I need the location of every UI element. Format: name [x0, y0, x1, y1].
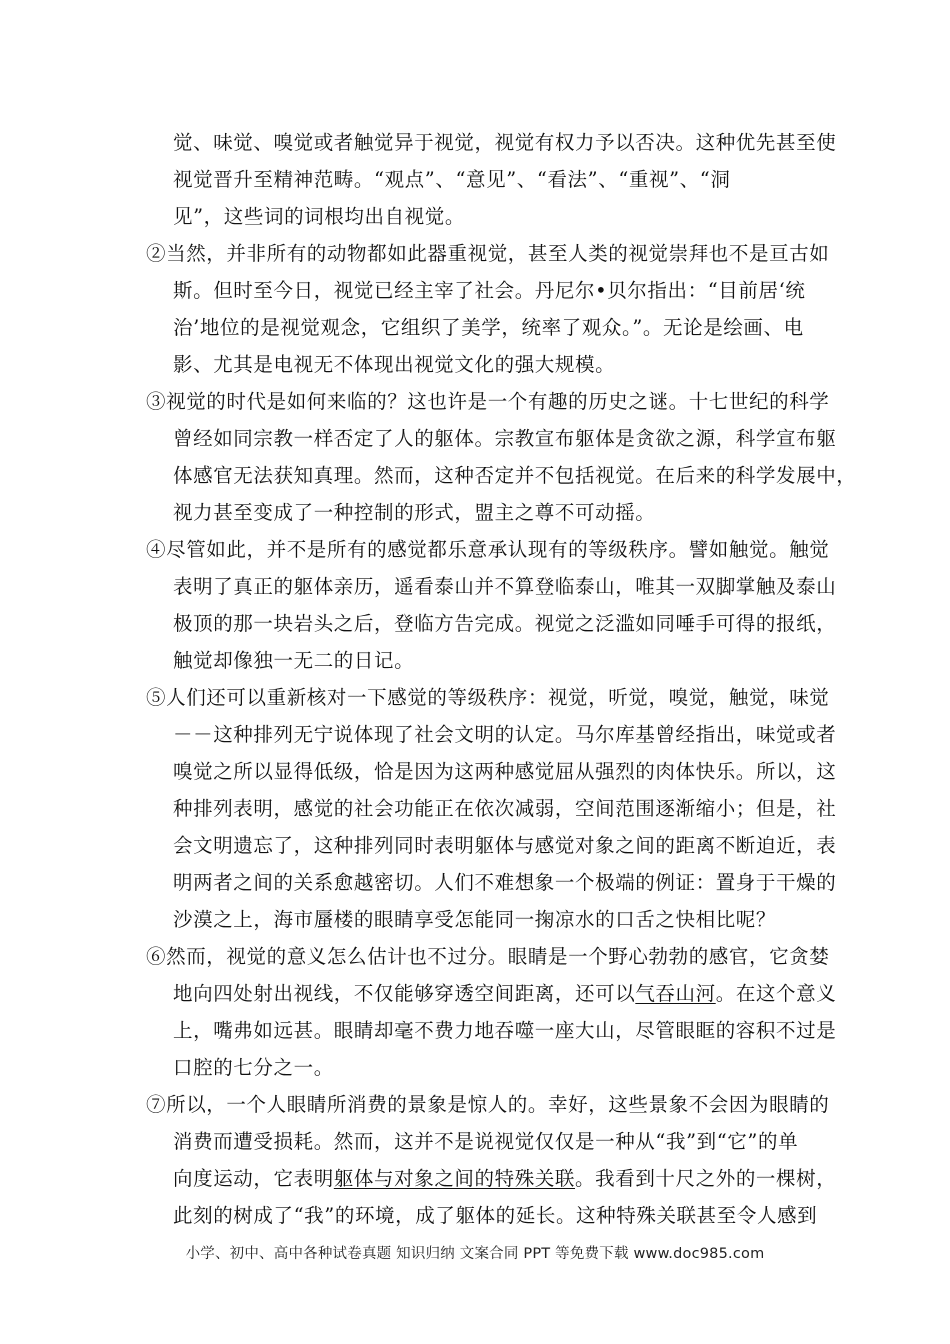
page-footer: 小学、初中、高中各种试卷真题 知识归纳 文案合同 PPT 等免费下载 www.doc985.com	[185, 1246, 765, 1262]
text-line: 体感官无法获知真理。然而，这种否定并不包括视觉。在后来的科学发展中，	[173, 464, 857, 487]
text-line: －－这种排列无宁说体现了社会文明的认定。马尔库基曾经指出，味觉或者	[173, 723, 837, 746]
text-line: 见”，这些词的词根均出自视觉。	[173, 205, 465, 228]
text-line: 种排列表明，感觉的社会功能正在依次减弱，空间范围逐渐缩小；但是，社	[173, 797, 837, 820]
text-line: 视力甚至变成了一种控制的形式，盟主之尊不可动摇。	[173, 501, 656, 524]
text-line	[146, 1160, 837, 1197]
text-line	[146, 975, 837, 1012]
paragraph-5	[146, 679, 837, 938]
text-segment: 向度运动，它表明	[173, 1167, 334, 1190]
text-line: ⑦所以，一个人眼睛所消费的景象是惊人的。幸好，这些景象不会因为眼睛的	[146, 1093, 830, 1116]
text-line: ③视觉的时代是如何来临的？这也许是一个有趣的历史之谜。十七世纪的科学	[146, 390, 830, 413]
text-line: 此刻的树成了“我”的环境，成了躯体的延长。这种特殊关联甚至令人感到	[173, 1204, 818, 1227]
paragraph-3	[146, 383, 857, 531]
text-line: 极顶的那一块岩头之后，登临方告完成。视觉之泛滥如同唾手可得的报纸，	[173, 612, 837, 635]
paragraph-2	[146, 235, 830, 383]
text-line: ②当然，并非所有的动物都如此器重视觉，甚至人类的视觉崇拜也不是亘古如	[146, 242, 830, 265]
paragraph-7	[146, 1086, 837, 1234]
paragraph-6	[146, 938, 837, 1086]
underlined-phrase: 气吞山河	[635, 982, 716, 1005]
text-line: 会文明遗忘了，这种排列同时表明躯体与感觉对象之间的距离不断迫近，表	[173, 834, 837, 857]
text-line: 表明了真正的躯体亲历，遥看泰山并不算登临泰山，唯其一双脚掌触及泰山	[173, 575, 837, 598]
text-line: 明两者之间的关系愈越密切。人们不难想象一个极端的例证：置身于干燥的	[173, 871, 837, 894]
text-line: 沙漠之上，海市蜃楼的眼睛享受怎能同一掬凉水的口舌之快相比呢？	[173, 908, 777, 931]
text-segment: 。在这个意义	[715, 982, 837, 1005]
text-line: 消费而遭受损耗。然而，这并不是说视觉仅仅是一种从“我”到“它”的单	[173, 1130, 799, 1153]
text-line: 嗅觉之所以显得低级，恰是因为这两种感觉屈从强烈的肉体快乐。所以，这	[173, 760, 837, 783]
text-line: 口腔的七分之一。	[173, 1056, 334, 1079]
text-segment: 地向四处射出视线，不仅能够穿透空间距离，还可以	[173, 982, 636, 1005]
text-segment: 。我看到十尺之外的一棵树，	[575, 1167, 837, 1190]
underlined-phrase: 躯体与对象之间的特殊关联	[333, 1167, 576, 1190]
text-line: 视觉晋升至精神范畴。“观点”、“意见”、“看法”、“重视”、“洞	[173, 168, 731, 191]
article-body	[146, 124, 857, 1234]
text-line: 触觉却像独一无二的日记。	[173, 649, 415, 672]
text-line: 斯。但时至今日，视觉已经主宰了社会。丹尼尔•贝尔指出：“目前居‘统	[173, 279, 806, 302]
text-line: 觉、味觉、嗅觉或者触觉异于视觉，视觉有权力予以否决。这种优先甚至使	[173, 131, 837, 154]
text-line: ⑥然而，视觉的意义怎么估计也不过分。眼睛是一个野心勃勃的感官，它贪婪	[146, 945, 830, 968]
text-line: ④尽管如此，并不是所有的感觉都乐意承认现有的等级秩序。譬如触觉。触觉	[146, 538, 830, 561]
text-line: 上，嘴弗如远甚。眼睛却毫不费力地吞噬一座大山，尽管眼眶的容积不过是	[173, 1019, 837, 1042]
text-line: ⑤人们还可以重新核对一下感觉的等级秩序：视觉，听觉，嗅觉，触觉，味觉	[146, 686, 830, 709]
paragraph-1	[146, 124, 837, 235]
text-line: 影、尤其是电视无不体现出视觉文化的强大规模。	[173, 353, 616, 376]
text-line: 治’地位的是视觉观念，它组织了美学，统率了观众。”。无论是绘画、电	[173, 316, 804, 339]
text-line: 曾经如同宗教一样否定了人的躯体。宗教宣布躯体是贪欲之源，科学宣布躯	[173, 427, 837, 450]
paragraph-4	[146, 531, 837, 679]
